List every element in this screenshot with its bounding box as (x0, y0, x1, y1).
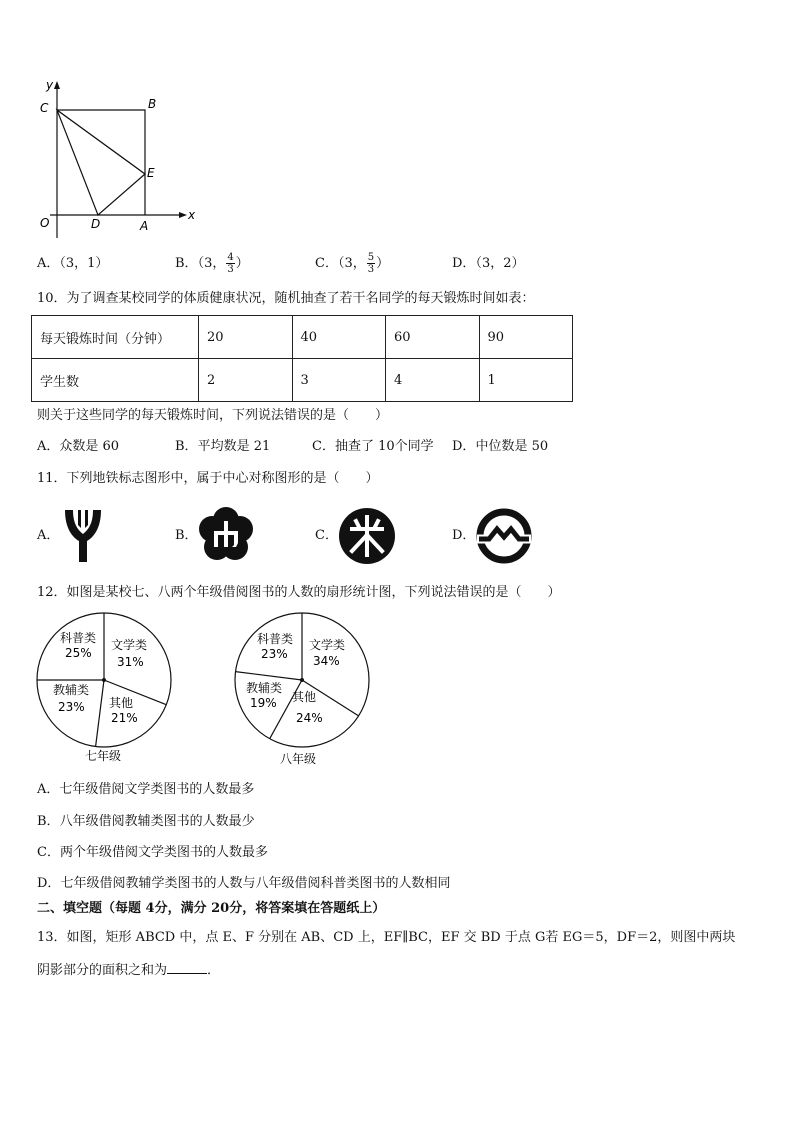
y-shaped-metro-logo-icon (62, 508, 104, 564)
q9-option-b[interactable]: B．（3， $\frac{4}{3}$ ） (175, 252, 249, 275)
slice-label-literature: 文学类 (111, 638, 148, 652)
table-cell: 2 (199, 359, 293, 402)
slice-label-other: 其他 (109, 696, 134, 710)
pie-slice-boundary (96, 680, 104, 746)
answer-blank[interactable] (167, 959, 207, 974)
y-axis-arrow (54, 81, 60, 89)
pie-slice-boundary (236, 672, 302, 680)
x-axis-arrow (179, 212, 187, 218)
slice-label-literature: 文学类 (309, 638, 346, 652)
pie-center (300, 678, 304, 682)
circle-metro-logo-icon (338, 507, 396, 565)
q9-option-c[interactable]: C．（3， $\frac{5}{3}$ ） (315, 252, 390, 275)
fraction: $\frac{4}{3}$ (227, 252, 234, 275)
fraction: $\frac{5}{3}$ (367, 252, 375, 275)
q12-stem: 12．如图是某校七、八两个年级借阅图书的人数的扇形统计图，下列说法错误的是（ ） (37, 585, 561, 600)
table-cell: 3 (292, 359, 386, 402)
table-cell: 4 (386, 359, 480, 402)
q10-stem: 10．为了调查某校同学的体质健康状况，随机抽查了若干名同学的每天锻炼时间如表： (37, 291, 535, 306)
table-row (32, 316, 573, 359)
table-cell: 60 (386, 316, 480, 359)
option-letter: B． (175, 256, 198, 271)
label-y: y (46, 78, 54, 92)
triangle-cde (57, 110, 145, 215)
q13-line2: 阴影部分的面积之和为 ． (37, 959, 220, 980)
grade8-pie-chart (232, 612, 372, 772)
q10-question: 则关于这些同学的每天锻炼时间，下列说法错误的是（ ） (37, 408, 389, 423)
slice-value-other: 21% (111, 711, 138, 725)
q10-option-a[interactable]: A．众数是 60 (37, 439, 120, 454)
chart-title: 八年级 (280, 752, 317, 766)
slice-value-literature: 34% (313, 654, 340, 668)
q12-option-a[interactable]: A．七年级借阅文学类图书的人数最多 (37, 782, 255, 797)
option-letter: C． (315, 256, 338, 271)
q11-option-b[interactable]: B． (175, 528, 198, 543)
table-cell: 40 (292, 316, 386, 359)
q10-option-c[interactable]: C．抽查了 10个同学 (312, 439, 434, 454)
option-letter: A． (37, 256, 60, 271)
slice-label-science: 科普类 (60, 631, 97, 645)
section-heading: 二、填空题（每题 4分，满分 20分，将答案填在答题纸上） (37, 901, 386, 916)
table-cell: 学生数 (32, 359, 199, 402)
exercise-time-table (31, 315, 573, 402)
table-cell: 20 (199, 316, 293, 359)
q13-line1: 13．如图，矩形 ABCD 中，点 E、F 分别在 AB、CD 上，EF∥BC，EF 交 BD 于点 G若 EG＝5，DF＝2，则图中两块 (37, 930, 736, 945)
q10-option-b[interactable]: B．平均数是 21 (175, 439, 271, 454)
slice-value-literature: 31% (117, 655, 144, 669)
segment-ce (57, 110, 145, 174)
table-cell: 每天锻炼时间（分钟） (32, 316, 199, 359)
table-row (32, 359, 573, 402)
chart-title: 七年级 (85, 749, 122, 763)
q11-option-d[interactable]: D． (452, 528, 476, 543)
label-c: C (40, 101, 49, 115)
label-e: E (147, 166, 155, 180)
label-a: A (140, 219, 149, 233)
slice-label-science: 科普类 (257, 632, 294, 646)
slice-value-science: 23% (261, 647, 288, 661)
slice-label-tutoring: 教辅类 (53, 683, 90, 697)
label-x: x (188, 208, 196, 222)
q9-option-a[interactable] (37, 255, 108, 273)
q11-stem: 11．下列地铁标志图形中，属于中心对称图形的是（ ） (37, 471, 379, 486)
option-text: （3，2） (475, 256, 525, 271)
slice-label-other: 其他 (292, 690, 317, 704)
grade7-pie-chart (36, 612, 176, 772)
pie-center (102, 678, 106, 682)
slice-label-tutoring: 教辅类 (246, 681, 283, 695)
flower-metro-logo-icon (198, 507, 254, 563)
coordinate-figure (30, 78, 200, 240)
table-cell: 1 (479, 359, 573, 402)
slice-value-science: 25% (65, 646, 92, 660)
table-cell: 90 (479, 316, 573, 359)
wave-metro-logo-icon (475, 507, 533, 565)
slice-value-other: 24% (296, 711, 323, 725)
rectangle-oabc (57, 110, 145, 215)
option-letter: D． (452, 256, 476, 271)
option-text: （3，1） (59, 256, 109, 271)
label-o: O (40, 216, 50, 230)
q12-option-d[interactable]: D．七年级借阅教辅学类图书的人数与八年级借阅科普类图书的人数相同 (37, 876, 451, 891)
q12-option-b[interactable]: B．八年级借阅教辅类图书的人数最少 (37, 814, 255, 829)
q11-option-c[interactable]: C． (315, 528, 338, 543)
q9-option-d[interactable] (452, 255, 524, 273)
label-b: B (148, 97, 157, 111)
label-d: D (91, 217, 101, 231)
q10-option-d[interactable]: D．中位数是 50 (452, 439, 549, 454)
q11-option-a[interactable]: A． (37, 528, 60, 543)
q12-option-c[interactable]: C．两个年级借阅文学类图书的人数最多 (37, 845, 268, 860)
slice-value-tutoring: 19% (250, 696, 277, 710)
slice-value-tutoring: 23% (58, 700, 85, 714)
